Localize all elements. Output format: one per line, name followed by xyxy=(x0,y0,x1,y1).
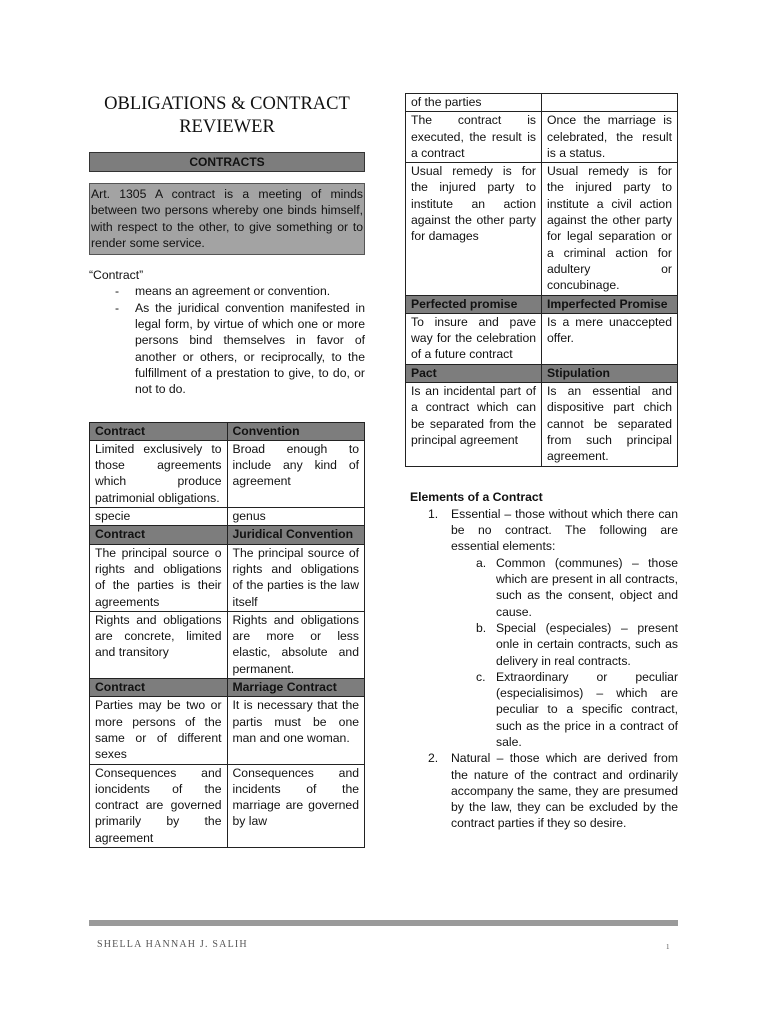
table-row xyxy=(90,764,365,847)
element-text: Natural – those which are derived from the nature of the contract and ordinarily accompany the same, they are presumed by the law, they can be excluded by the contract parties if they so desire. xyxy=(451,751,678,831)
subitem-letter: b. xyxy=(476,620,487,635)
table-cell: Parties may be two or more persons of the same or of different sexes xyxy=(90,697,228,764)
subitem-text: Extraordinary or peculiar (especialisimos) – which are peculiar to a specific contract, such as the price in a contract of sale. xyxy=(496,669,678,749)
table-cell: specie xyxy=(90,508,228,526)
table-row xyxy=(90,697,365,764)
table-header-row xyxy=(90,526,365,544)
table-cell: Is a mere unaccepted offer. xyxy=(542,313,678,364)
left-column xyxy=(89,93,365,848)
table-cell: The principal source of rights and obligations of the parties is the law itself xyxy=(227,544,365,611)
elements-list xyxy=(405,506,678,832)
table-cell: Marriage Contract xyxy=(227,679,365,697)
definition-list xyxy=(89,283,365,397)
table-cell: Consequences and ioncidents of the contract are governed primarily by the agreement xyxy=(90,764,228,847)
contract-term: “Contract” xyxy=(89,268,144,283)
element-number: 1. xyxy=(428,506,439,521)
subitem-letter: a. xyxy=(476,555,487,570)
document-title xyxy=(89,93,365,139)
table-row xyxy=(90,440,365,507)
elements-section xyxy=(405,489,678,832)
table-cell: Once the marriage is celebrated, the result is a status. xyxy=(542,112,678,163)
table-cell xyxy=(542,94,678,112)
table-cell: It is necessary that the partis must be one man and one woman. xyxy=(227,697,365,764)
table-cell: The contract is executed, the result is a contract xyxy=(406,112,542,163)
table-row xyxy=(90,508,365,526)
table-cell: Pact xyxy=(406,364,542,382)
table-cell: of the parties xyxy=(406,94,542,112)
comparison-table-right xyxy=(405,93,678,467)
table-cell: Rights and obligations are more or less elastic, absolute and permanent. xyxy=(227,611,365,678)
subitem-letter: c. xyxy=(476,669,486,684)
table-cell: Is an incidental part of a contract which can be separated from the principal agreement xyxy=(406,383,542,466)
page-number: 1 xyxy=(666,943,670,951)
title-line-1: OBLIGATIONS & CONTRACT xyxy=(104,94,350,114)
element-subitem xyxy=(451,620,678,669)
table-cell: genus xyxy=(227,508,365,526)
table-cell: Stipulation xyxy=(542,364,678,382)
right-column xyxy=(405,93,678,832)
element-subitem xyxy=(451,555,678,620)
element-item xyxy=(405,750,678,831)
element-subitem xyxy=(451,669,678,750)
table-cell: Contract xyxy=(90,526,228,544)
table-header-row xyxy=(406,295,678,313)
table-cell: Broad enough to include any kind of agreement xyxy=(227,440,365,507)
table-row xyxy=(90,611,365,678)
table-cell: Imperfected Promise xyxy=(542,295,678,313)
table-cell: Usual remedy is for the injured party to institute a civil action against the other party for legal separation or a criminal action for adultery or concubinage. xyxy=(542,163,678,295)
table-cell: Juridical Convention xyxy=(227,526,365,544)
element-sublist xyxy=(451,555,678,751)
title-line-2: REVIEWER xyxy=(179,117,275,137)
section-banner: CONTRACTS xyxy=(89,152,365,172)
article-box: Art. 1305 A contract is a meeting of minds between two persons whereby one binds himself, with respect to the other, to give something or to render some service. xyxy=(89,183,365,255)
table-header-row xyxy=(406,364,678,382)
table-row xyxy=(406,383,678,466)
subitem-text: Common (communes) – those which are present in all contracts, such as the consent, object and cause. xyxy=(496,555,678,619)
table-row xyxy=(90,544,365,611)
table-cell: Perfected promise xyxy=(406,295,542,313)
table-header-row xyxy=(90,679,365,697)
table-row xyxy=(406,112,678,163)
table-cell: Usual remedy is for the injured party to institute an action against the other party for damages xyxy=(406,163,542,295)
element-item xyxy=(405,506,678,750)
table-cell: Is an essential and dispositive part chich cannot be separated from such principal agreement. xyxy=(542,383,678,466)
table-cell: Contract xyxy=(90,422,228,440)
table-cell: Limited exclusively to those agreements which produce patrimonial obligations. xyxy=(90,440,228,507)
element-text: Essential – those without which there can be no contract. The following are essential elements: xyxy=(451,506,678,554)
subitem-text: Special (especiales) – present onle in certain contracts, such as delivery in real contracts. xyxy=(496,620,678,668)
table-row xyxy=(406,94,678,112)
table-cell: Consequences and incidents of the marriage are governed by law xyxy=(227,764,365,847)
table-cell: Rights and obligations are concrete, limited and transitory xyxy=(90,611,228,678)
table-cell: Convention xyxy=(227,422,365,440)
table-cell: The principal source o rights and obligations of the parties is their agreements xyxy=(90,544,228,611)
footer-author: SHELLA HANNAH J. SALIH xyxy=(97,939,248,950)
definition-item: - As the juridical convention manifested in legal form, by virtue of which one or more persons bind themselves in favor of another or others, or reciprocally, to the fulfillment of a prestation to give, to do, or not to do. xyxy=(89,300,365,398)
footer-rule xyxy=(89,920,678,926)
table-cell: Contract xyxy=(90,679,228,697)
table-row xyxy=(406,163,678,295)
table-header-row xyxy=(90,422,365,440)
elements-heading: Elements of a Contract xyxy=(410,489,543,504)
definition-item: - means an agreement or convention. xyxy=(89,283,365,299)
comparison-table-left xyxy=(89,422,365,848)
table-row xyxy=(406,313,678,364)
element-number: 2. xyxy=(428,751,439,766)
table-cell: To insure and pave way for the celebration of a future contract xyxy=(406,313,542,364)
